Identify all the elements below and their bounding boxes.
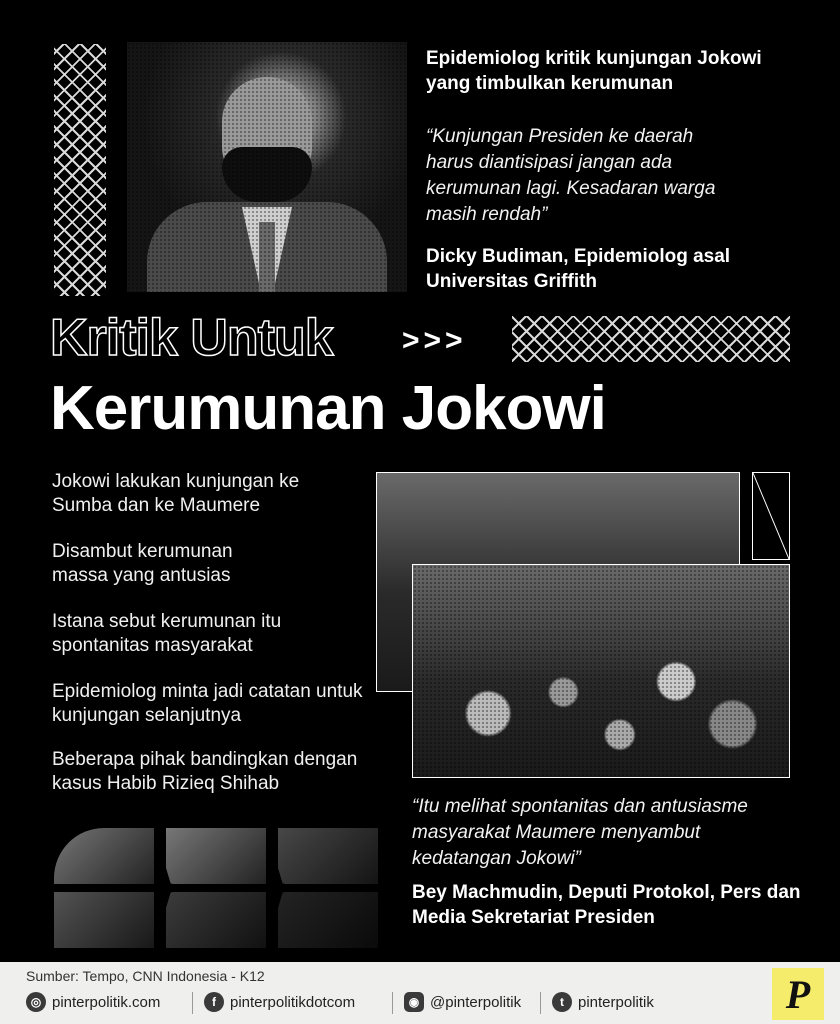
twitter-link[interactable] (552, 992, 654, 1012)
bullet-1: Jokowi lakukan kunjungan ke Sumba dan ke Maumere (52, 471, 300, 516)
bottom-quote: “Itu melihat spontanitas dan antusiasme masyarakat Maumere menyambut kedatangan Jokowi” (412, 796, 748, 869)
bullet-4: Epidemiolog minta jadi catatan untuk kunjungan selanjutnya (52, 681, 363, 726)
top-quote: “Kunjungan Presiden ke daerah harus diantisipasi jangan ada kerumunan lagi. Kesadaran warga masih rendah” (426, 126, 716, 225)
sparkle-tile-decoration (54, 828, 384, 948)
jokowi-portrait-photo (127, 42, 407, 292)
chain-fence-left-decoration (54, 44, 106, 296)
crowd-photo-front (412, 564, 790, 778)
source-text: Sumber: Tempo, CNN Indonesia - K12 (26, 968, 265, 984)
footer-bar (0, 962, 840, 1024)
bullet-2: Disambut kerumunan massa yang antusias (52, 541, 233, 586)
top-attribution: Dicky Budiman, Epidemiolog asal Universitas Griffith (426, 246, 731, 292)
facebook-label: pinterpolitikdotcom (230, 993, 356, 1011)
instagram-icon: ◉ (404, 992, 424, 1012)
bullet-5: Beberapa pihak bandingkan dengan kasus Habib Rizieq Shihab (52, 749, 358, 794)
bottom-attribution: Bey Machmudin, Deputi Protokol, Pers dan Media Sekretariat Presiden (412, 882, 801, 928)
twitter-icon: t (552, 992, 572, 1012)
chain-fence-right-decoration (512, 316, 790, 362)
instagram-label: @pinterpolitik (430, 993, 522, 1011)
facebook-icon: f (204, 992, 224, 1012)
diagonal-line-icon (753, 473, 789, 559)
twitter-label: pinterpolitik (578, 993, 654, 1011)
website-label: pinterpolitik.com (52, 993, 161, 1011)
divider (540, 992, 541, 1014)
divider (392, 992, 393, 1014)
bullet-3: Istana sebut kerumunan itu spontanitas masyarakat (52, 611, 282, 656)
instagram-link[interactable] (404, 992, 521, 1012)
top-headline: Epidemiolog kritik kunjungan Jokowi yang timbulkan kerumunan (426, 48, 762, 94)
website-link[interactable] (26, 992, 160, 1012)
sparkle-icon (54, 828, 384, 948)
pinterpolitik-logo: P (772, 968, 824, 1020)
globe-icon: ◎ (26, 992, 46, 1012)
divider (192, 992, 193, 1014)
title-arrows: >>> (402, 324, 467, 357)
corner-triangle-decoration (752, 472, 790, 560)
facebook-link[interactable] (204, 992, 355, 1012)
title-line-2: Kerumunan Jokowi (50, 374, 606, 443)
title-line-1: Kritik Untuk (50, 309, 333, 367)
